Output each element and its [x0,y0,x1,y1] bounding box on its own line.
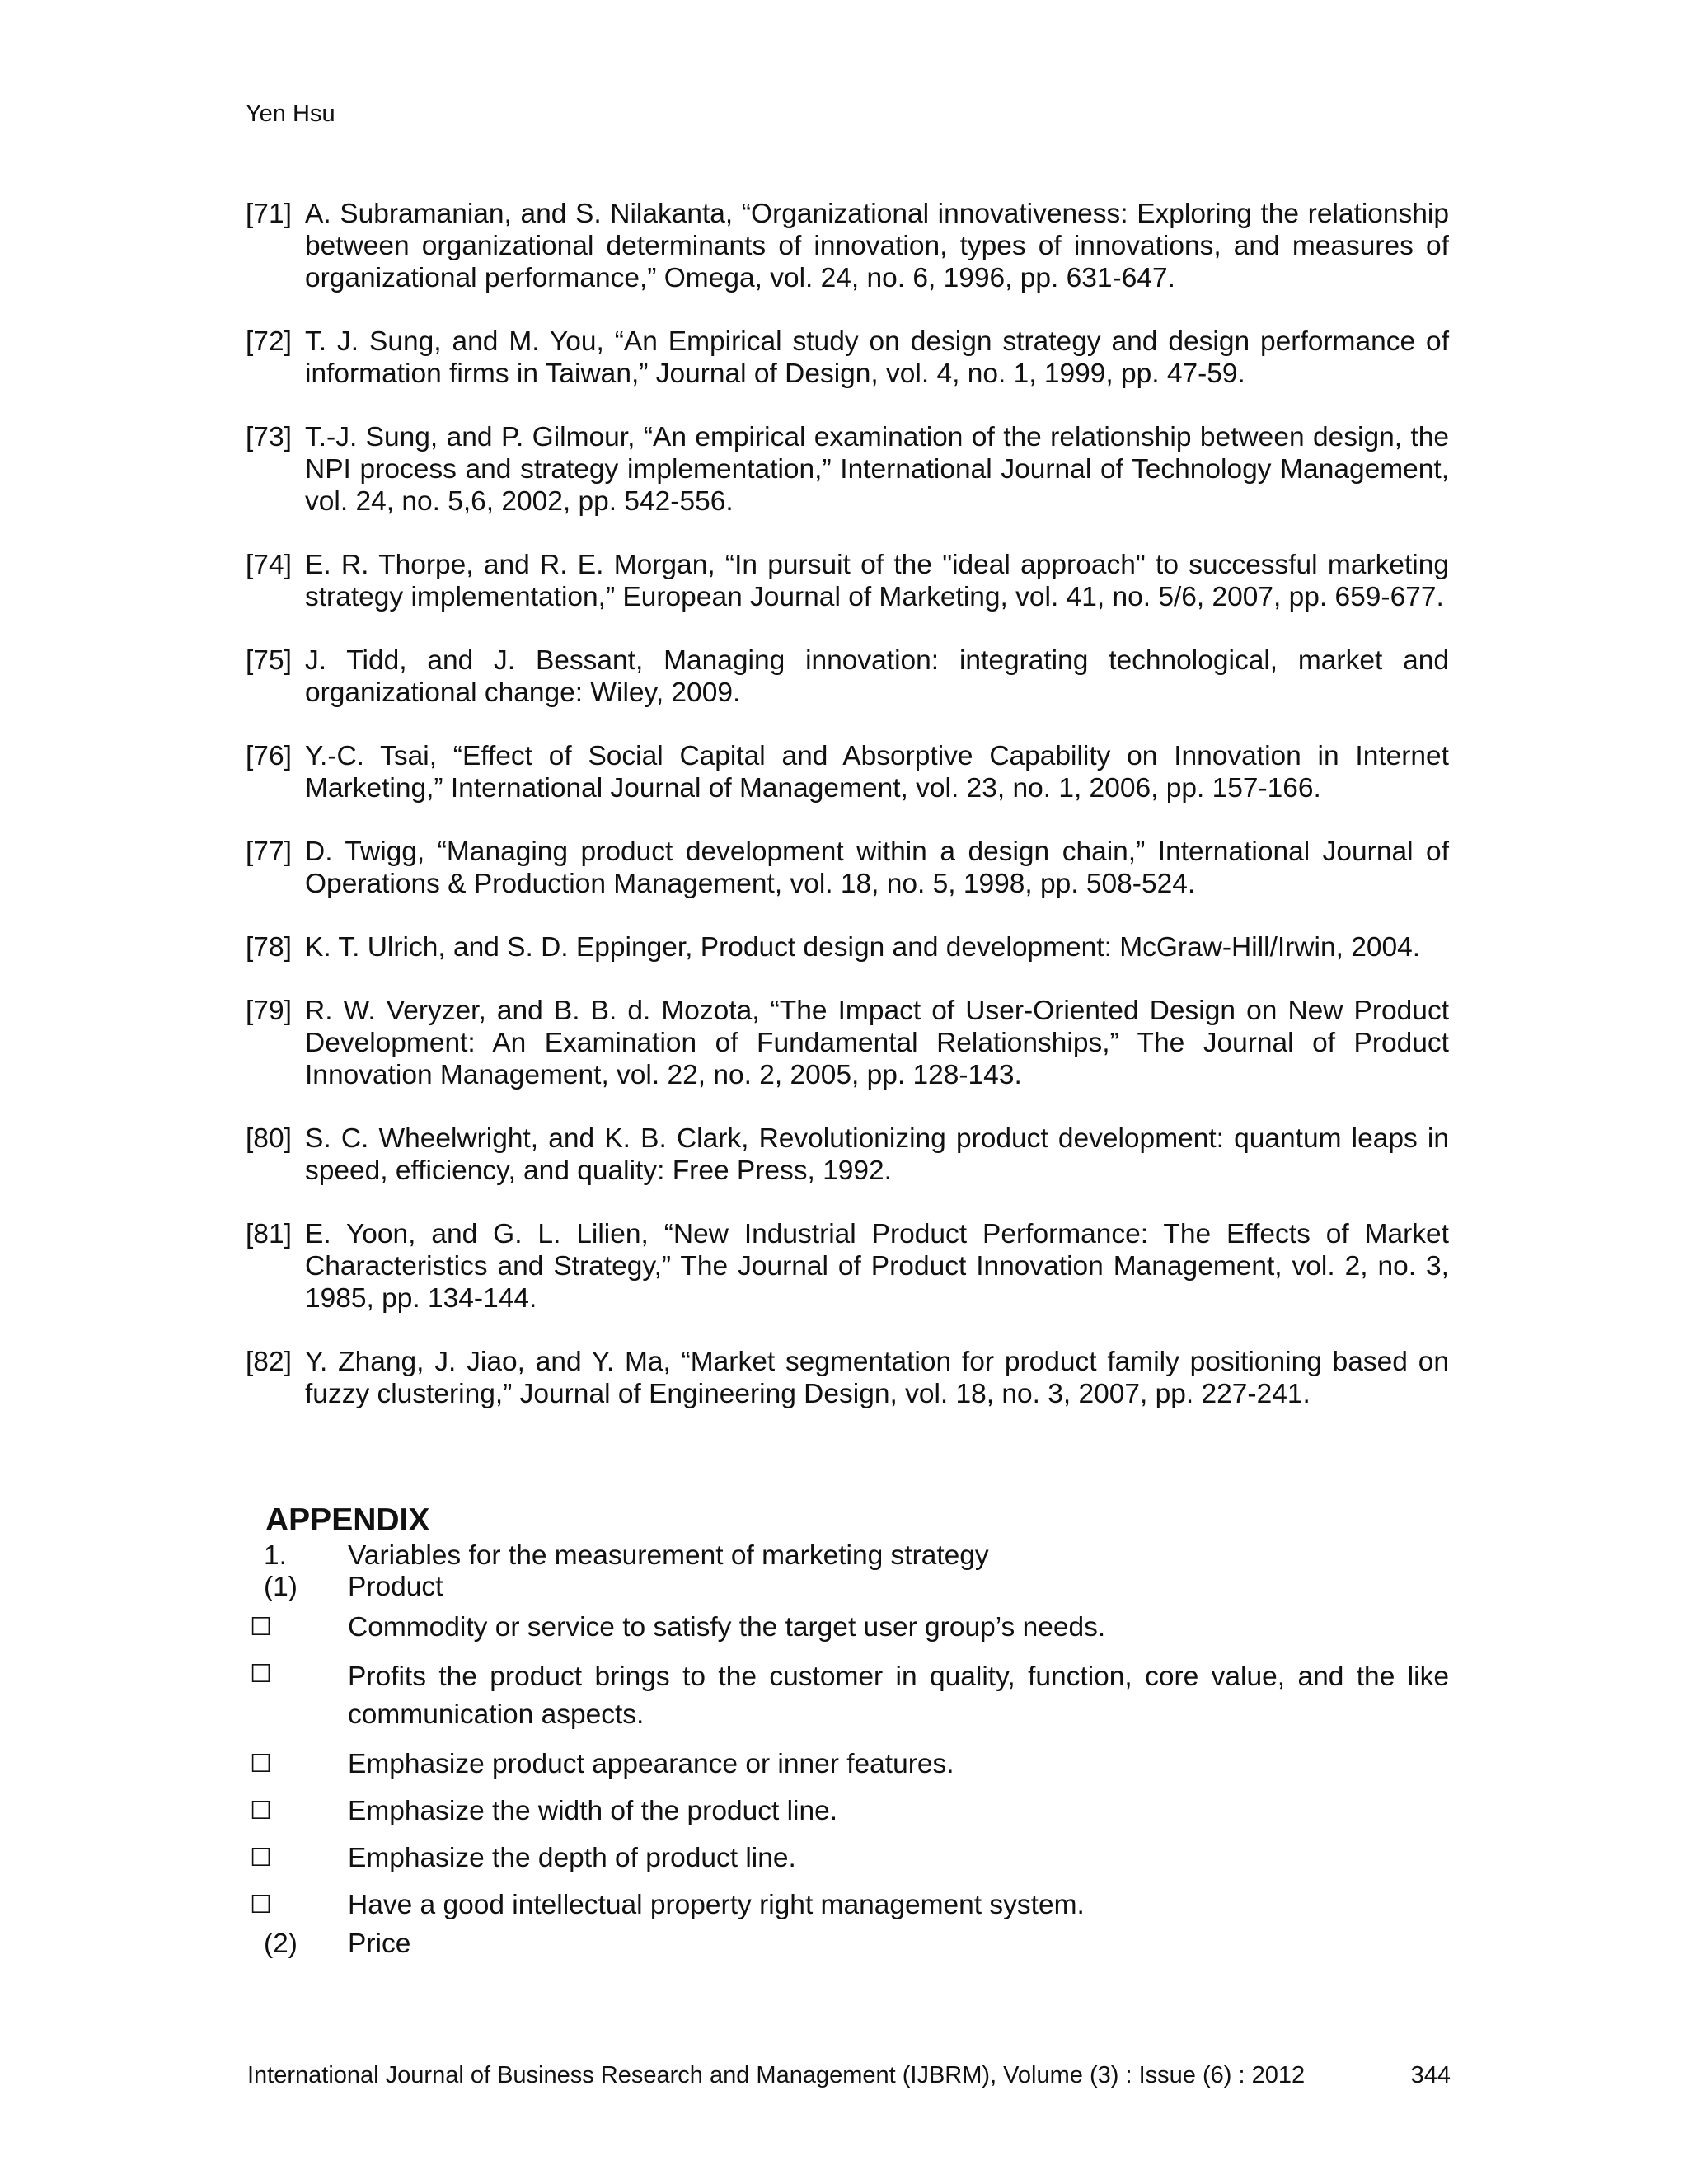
checkbox-icon: ☐ [250,1844,272,1872]
reference-item-75 [246,644,1449,709]
checkbox-icon: ☐ [250,1750,272,1779]
reference-item-73 [246,421,1449,518]
reference-text: S. C. Wheelwright, and K. B. Clark, Revolutionizing product development: quantum leaps in speed, efficiency, and quality: Free Press, 1992. [305,1123,1449,1186]
reference-text: A. Subramanian, and S. Nilakanta, “Organizational innovativeness: Exploring the relationship between organizational determinants of innovation, types of innovations, and measures of organizational performance,” Omega, vol. 24, no. 6, 1996, pp. 631-647. [305,199,1449,293]
running-header-author: Yen Hsu [246,101,335,127]
reference-list [246,198,1449,1410]
reference-text: D. Twigg, “Managing product development within a design chain,” International Journal of Operations & Production Management, vol. 18, no. 5, 1998, pp. 508-524. [305,837,1449,899]
subsection-label: Price [348,1929,411,1959]
reference-item-71 [246,198,1449,294]
reference-number: [82] [246,1347,292,1377]
subsection-label: Product [348,1572,443,1602]
reference-text: R. W. Veryzer, and B. B. d. Mozota, “The Impact of User-Oriented Design on New Product Development: An Examination of Fundamental Relationships,” The Journal of Product Innovation Management, vol. 22, no. 2, 2005, pp. 128-143. [305,996,1449,1090]
subsection-number: (1) [264,1572,298,1602]
reference-item-82 [246,1346,1449,1410]
reference-item-81 [246,1218,1449,1315]
reference-text: Y.-C. Tsai, “Effect of Social Capital and Absorptive Capability on Innovation in Internet Marketing,” International Journal of Management, vol. 23, no. 1, 2006, pp. 157-166. [305,741,1449,804]
reference-number: [71] [246,199,292,229]
checkbox-icon: ☐ [250,1797,272,1825]
item-label: Commodity or service to satisfy the target user group’s needs. [348,1612,1106,1643]
reference-number: [81] [246,1219,292,1249]
section-number: 1. [264,1540,287,1571]
reference-number: [79] [246,996,292,1026]
reference-item-74 [246,549,1449,613]
subsection-number: (2) [264,1929,298,1959]
reference-number: [73] [246,422,292,452]
reference-item-79 [246,995,1449,1091]
reference-text: Y. Zhang, J. Jiao, and Y. Ma, “Market segmentation for product family positioning based on fuzzy clustering,” Journal of Engineering Design, vol. 18, no. 3, 2007, pp. 227-241. [305,1347,1449,1409]
page-footer [247,2060,1451,2090]
item-label: Emphasize the width of the product line. [348,1796,838,1826]
checkbox-icon: ☐ [250,1660,272,1689]
reference-number: [72] [246,326,292,357]
reference-text: J. Tidd, and J. Bessant, Managing innovation: integrating technological, market and organizational change: Wiley, 2009. [305,645,1449,708]
reference-number: [78] [246,932,292,963]
reference-item-72 [246,326,1449,390]
item-label: Emphasize the depth of product line. [348,1843,796,1873]
reference-number: [77] [246,837,292,867]
reference-text: E. Yoon, and G. L. Lilien, “New Industrial Product Performance: The Effects of Market Characteristics and Strategy,” The Journal of Product Innovation Management, vol. 2, no. 3, 1985, pp. 134-144. [305,1219,1449,1314]
item-label: Have a good intellectual property right management system. [348,1890,1085,1920]
reference-number: [76] [246,741,292,771]
checkbox-icon: ☐ [250,1891,272,1919]
appendix-heading: APPENDIX [265,1502,430,1538]
section-label: Variables for the measurement of marketing strategy [348,1540,989,1571]
page-number: 344 [1410,2062,1451,2088]
reference-item-78 [246,931,1449,963]
footer-journal-info: International Journal of Business Research and Management (IJBRM), Volume (3) : Issue (6) : 2012 [247,2062,1306,2088]
reference-number: [74] [246,550,292,580]
reference-number: [75] [246,645,292,676]
reference-item-77 [246,836,1449,900]
reference-number: [80] [246,1123,292,1154]
reference-text: K. T. Ulrich, and S. D. Eppinger, Product design and development: McGraw-Hill/Irwin, 2004. [305,932,1421,963]
reference-item-80 [246,1122,1449,1187]
reference-item-76 [246,740,1449,804]
reference-text: T.-J. Sung, and P. Gilmour, “An empirical examination of the relationship between design, the NPI process and strategy implementation,” International Journal of Technology Management, vol. 24, no. 5,6, 2002, pp. 542-556. [305,422,1449,517]
reference-text: E. R. Thorpe, and R. E. Morgan, “In pursuit of the "ideal approach" to successful marketing strategy implementation,” European Journal of Marketing, vol. 41, no. 5/6, 2007, pp. 659-677. [305,550,1449,612]
item-label: Emphasize product appearance or inner features. [348,1749,954,1779]
checkbox-icon: ☐ [250,1613,272,1642]
item-label: Profits the product brings to the customer in quality, function, core value, and the like communication aspects. [348,1661,1449,1730]
reference-text: T. J. Sung, and M. You, “An Empirical study on design strategy and design performance of information firms in Taiwan,” Journal of Design, vol. 4, no. 1, 1999, pp. 47-59. [305,326,1449,389]
